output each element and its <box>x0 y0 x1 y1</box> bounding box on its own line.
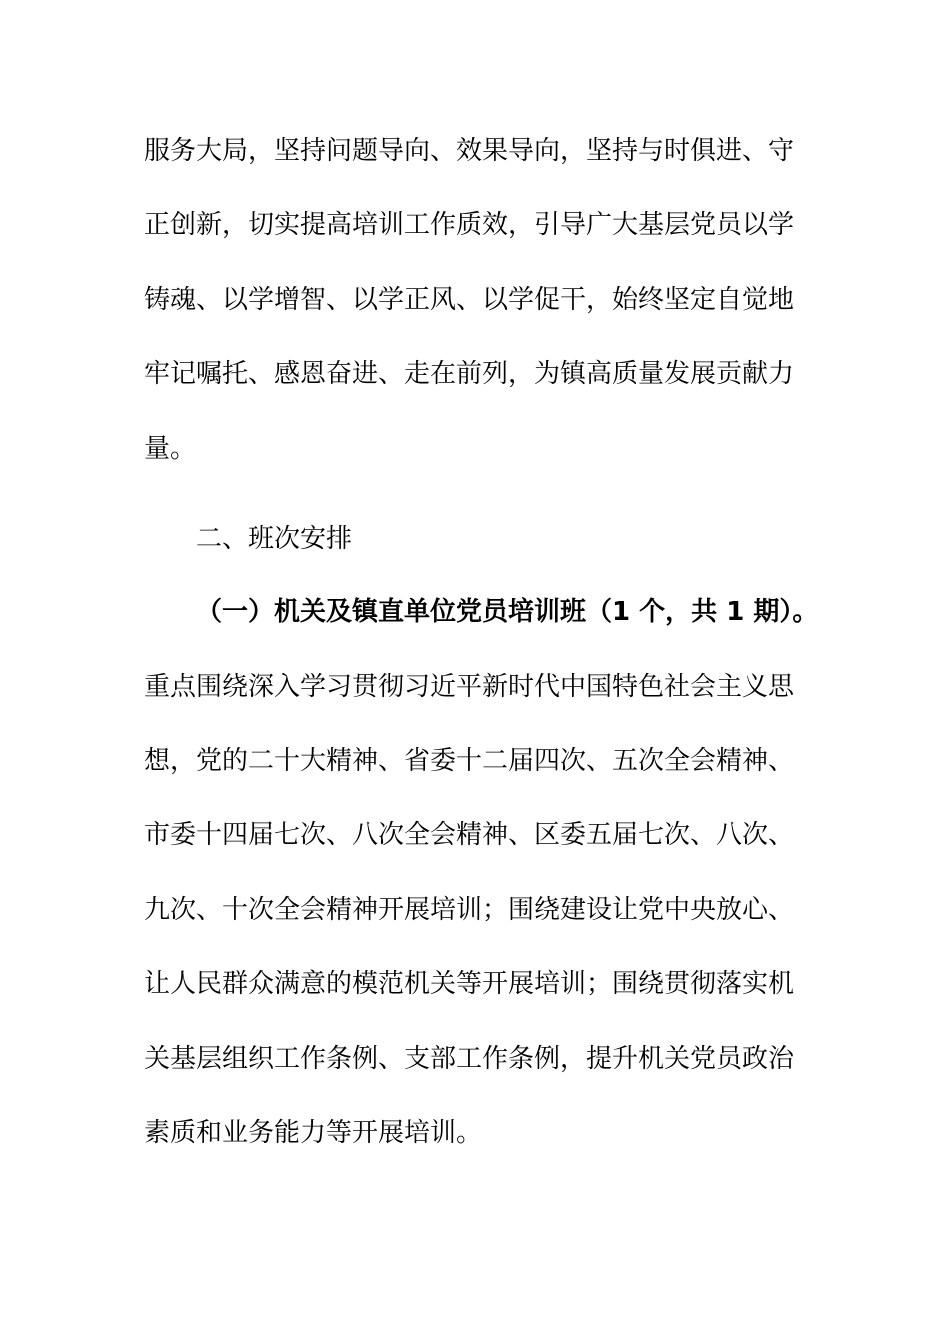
paragraph-line: 正创新，切实提高培训工作质效，引导广大基层党员以学 <box>144 210 795 240</box>
paragraph-line: 市委十四届七次、八次全会精神、区委五届七次、八次、 <box>144 820 795 850</box>
paragraph-line: 铸魂、以学增智、以学正风、以学促干，始终坚定自觉地 <box>144 285 795 315</box>
paragraph-line: 重点围绕深入学习贯彻习近平新时代中国特色社会主义思 <box>144 672 795 702</box>
paragraph-line: 量。 <box>144 434 197 464</box>
paragraph-line: 素质和业务能力等开展培训。 <box>144 1118 483 1148</box>
section-heading: 二、班次安排 <box>196 524 353 554</box>
paragraph-line: 想，党的二十大精神、省委十二届四次、五次全会精神、 <box>144 746 795 776</box>
paragraph-line: 关基层组织工作条例、支部工作条例，提升机关党员政治 <box>144 1044 795 1074</box>
paragraph-line: 服务大局，坚持问题导向、效果导向，坚持与时俱进、守 <box>144 136 795 166</box>
subsection-heading: （一）机关及镇直单位党员培训班（1 个，共 1 期）。 <box>196 597 819 627</box>
paragraph-line: 九次、十次全会精神开展培训；围绕建设让党中央放心、 <box>144 895 795 925</box>
paragraph-line: 让人民群众满意的模范机关等开展培训；围绕贯彻落实机 <box>144 969 795 999</box>
paragraph-line: 牢记嘱托、感恩奋进、走在前列，为镇高质量发展贡献力 <box>144 359 795 389</box>
